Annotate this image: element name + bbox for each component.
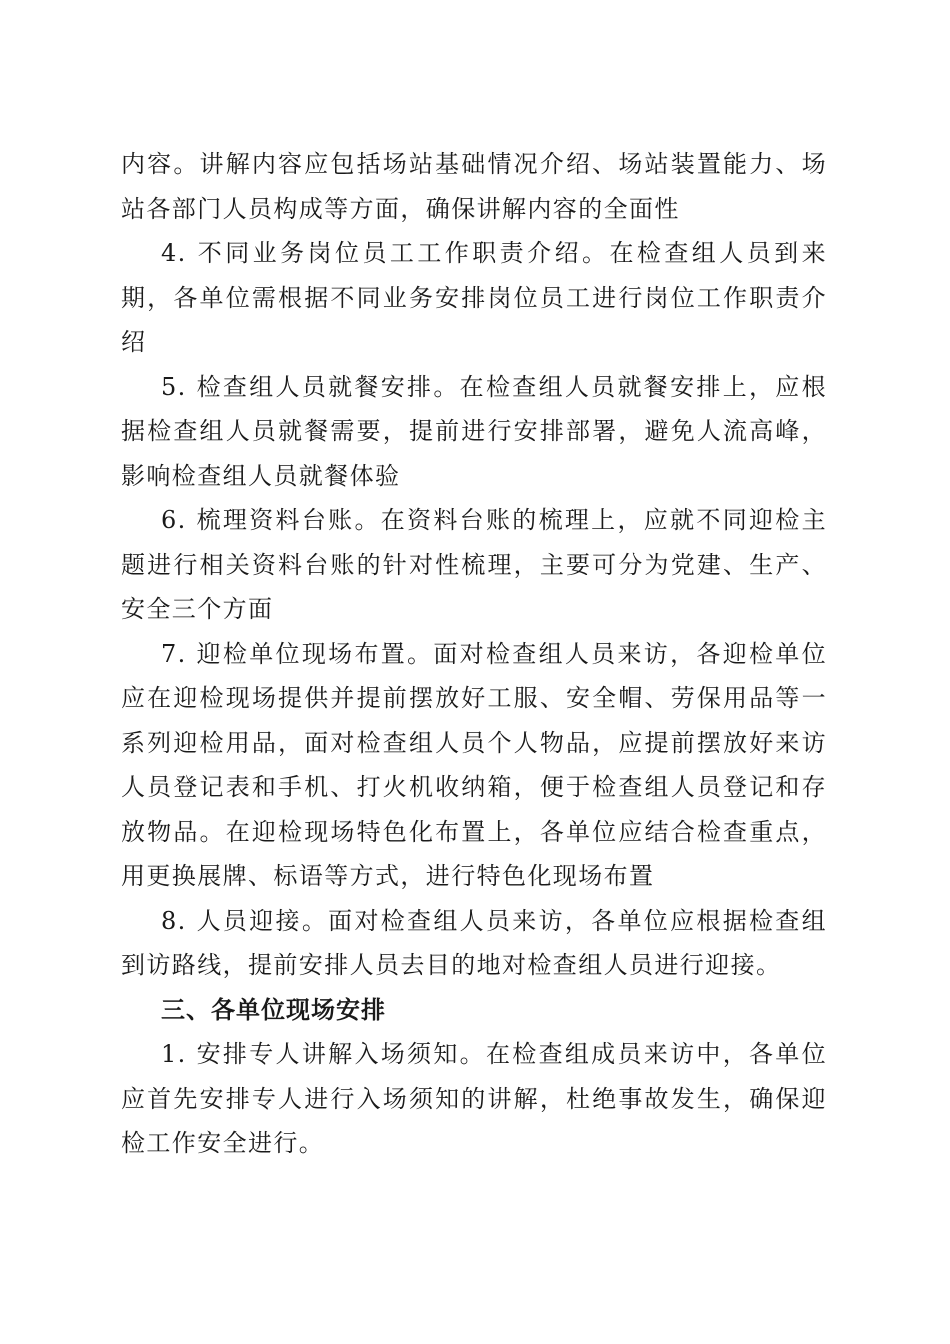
paragraph-item-5: 5. 检查组人员就餐安排。在检查组人员就餐安排上，应根据检查组人员就餐需要，提前进行安排部署，避免人流高峰，影响检查组人员就餐体验 [121,372,827,490]
paragraph-continuation: 内容。讲解内容应包括场站基础情况介绍、场站装置能力、场站各部门人员构成等方面，确保讲解内容的全面性 [121,150,827,223]
paragraph-item-7: 7. 迎检单位现场布置。面对检查组人员来访，各迎检单位应在迎检现场提供并提前摆放好工服、安全帽、劳保用品等一系列迎检用品，面对检查组人员个人物品，应提前摆放好来访人员登记表和手机、打火机收纳箱，便于检查组人员登记和存放物品。在迎检现场特色化布置上，各单位应结合检查重点，用更换展牌、标语等方式，进行特色化现场布置 [121,639,827,890]
paragraph-item-8: 8. 人员迎接。面对检查组人员来访，各单位应根据检查组到访路线，提前安排人员去目的地对检查组人员进行迎接。 [121,906,827,979]
document-body [121,142,827,1166]
section-heading: 三、各单位现场安排 [161,995,386,1024]
section-paragraph-1: 1. 安排专人讲解入场须知。在检查组成员来访中，各单位应首先安排专人进行入场须知的讲解，杜绝事故发生，确保迎检工作安全进行。 [121,1040,827,1157]
paragraph-item-6: 6. 梳理资料台账。在资料台账的梳理上，应就不同迎检主题进行相关资料台账的针对性梳理，主要可分为党建、生产、安全三个方面 [121,506,827,623]
paragraph-item-4: 4. 不同业务岗位员工工作职责介绍。在检查组人员到来期，各单位需根据不同业务安排岗位员工进行岗位工作职责介绍 [121,239,827,356]
